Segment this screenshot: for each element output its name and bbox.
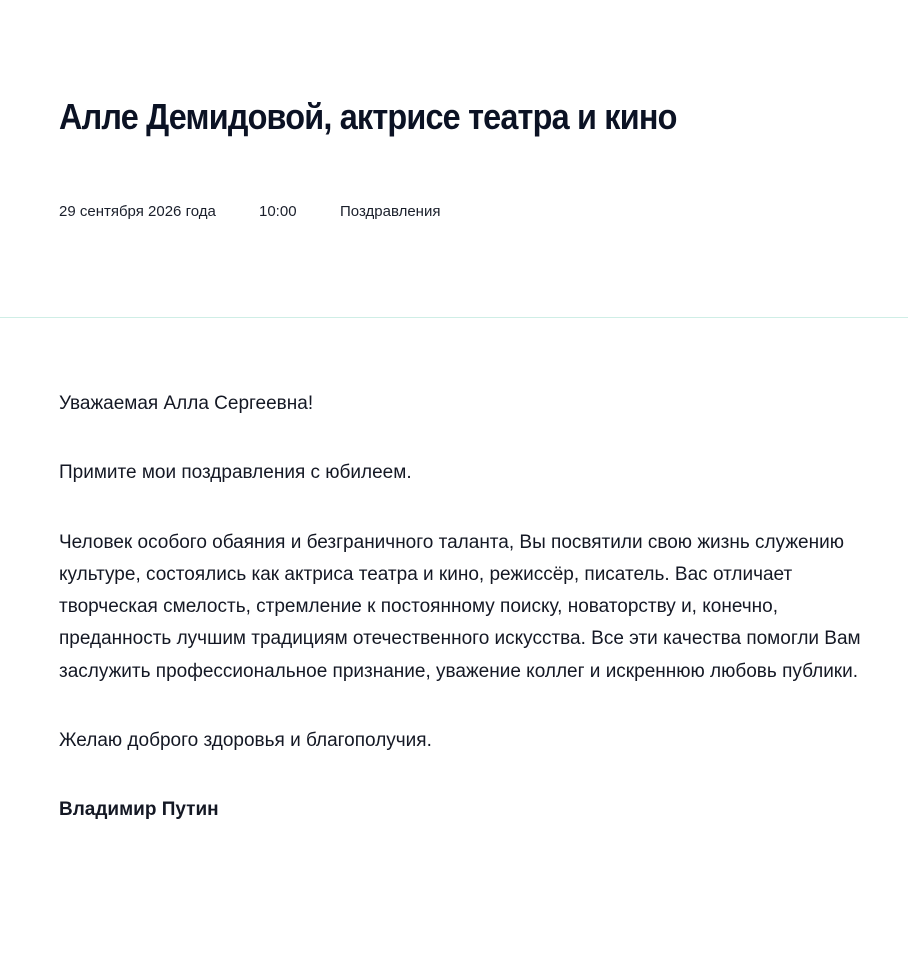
- body-paragraph-1: Примите мои поздравления с юбилеем.: [59, 462, 412, 484]
- body-paragraph-2: Человек особого обаяния и безграничного таланта, Вы посвятили свою жизнь служению культуре, состоялись как актриса театра и кино, режиссёр, писатель. Вас отличает творческая смелость, стремление к постоянному поиску, новаторству и, конечно, преданность лучшим традициям отечественного искусства. Все эти качества помогли Вам заслужить профессиональное признание, уважение коллег и искреннюю любовь публики.: [59, 531, 861, 682]
- greeting-paragraph: Уважаемая Алла Сергеевна!: [59, 393, 314, 414]
- page-title: Алле Демидовой, актрисе театра и кино: [59, 96, 677, 137]
- rubric-link[interactable]: Поздравления: [340, 203, 441, 220]
- body-paragraph-3: Желаю доброго здоровья и благополучия.: [59, 730, 432, 752]
- publish-date: 29 сентября 2026 года: [59, 203, 216, 220]
- header-divider: [0, 317, 908, 318]
- article-header: [0, 0, 908, 318]
- publish-time: 10:00: [259, 203, 297, 220]
- article-body: [59, 388, 869, 864]
- signature: Владимир Путин: [59, 799, 219, 821]
